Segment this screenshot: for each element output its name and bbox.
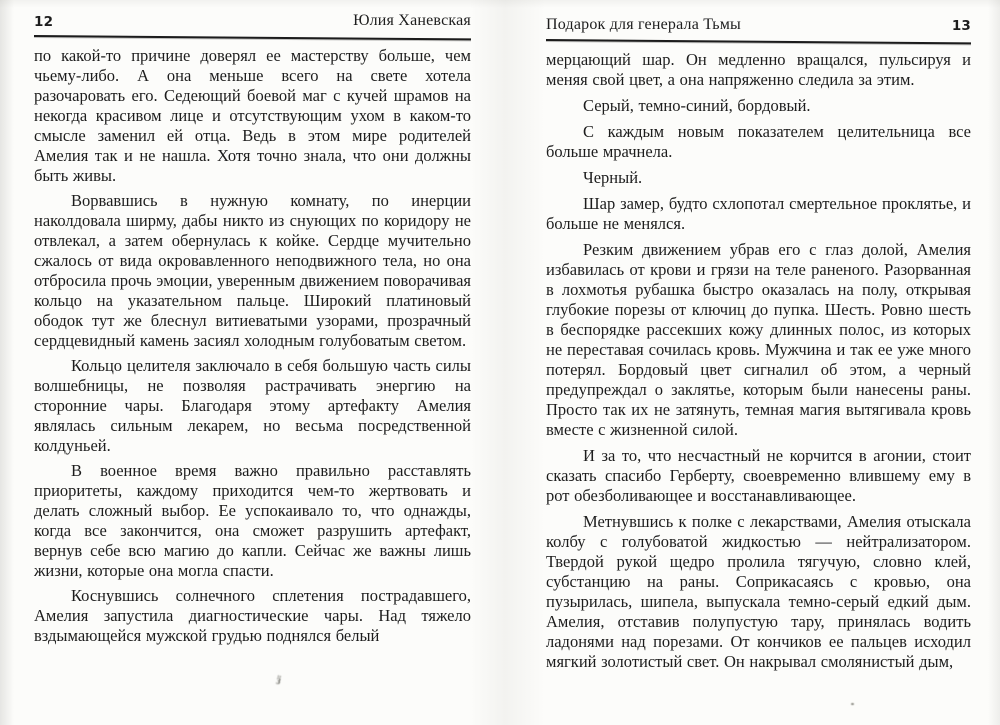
running-title-author: Юлия Ханевская (353, 12, 471, 29)
paragraph: Черный. (583, 168, 643, 187)
paragraph: В военное время важно правильно расставлять приоритеты, каждому приходится чем-то жертвовать и делать сложный выбор. Ее успокаивало то, что однажды, когда все закончится, она сможет разрушить артефакт, вернув себе всю магию до капли. Сейчас же важны лишь жизни, которые она могла спасти. (34, 461, 471, 580)
page-header-right (546, 16, 971, 34)
page-header-left (34, 12, 471, 30)
paragraph: Кольцо целителя заключало в себя большую часть силы волшебницы, не позволяя растрачивать энергию на сторонние чары. Благодаря этому артефакту Амелия являлась сильным лекарем, но весьма посредственной колдуньей. (34, 356, 471, 455)
paragraph: по какой-то причине доверял ее мастерству больше, чем чьему-либо. А она меньше всего на свете хотела разочаровать его. Седеющий боевой маг с кучей шрамов на некогда красивом лице и отсутствующим ухом в каком-то смысле заменил ей отца. Ведь в этом мире родителей Амелия так и не нашла. Хотя точно знала, что они должны быть живы. (34, 46, 471, 185)
running-title-book: Подарок для генерала Тьмы (546, 16, 741, 33)
paragraph: Коснувшись солнечного сплетения пострадавшего, Амелия запустила диагностические чары. Над тяжело вздымающейся мужской грудью поднялся белый (34, 586, 471, 645)
paragraph: Резким движением убрав его с глаз долой, Амелия избавилась от крови и грязи на теле раненого. Разорванная в лохмотья рубашка быстро оказалась на полу, открывая глубокие порезы от ключиц до пупка. Шесть. Ровно шесть в беспорядке рассекших кожу длинных полос, из которых не переставая сочилась кровь. Мужчина и так ее уже много потерял. Бордовый цвет сигналил об этом, а черный предупреждал о заклятье, которым были нанесены раны. Просто так их не затянуть, темная магия вытягивала кровь вместе с жизненной силой. (546, 240, 971, 439)
page-number: 13 (951, 18, 971, 34)
paragraph: Серый, темно-синий, бордовый. (583, 96, 811, 115)
page-body-left (34, 46, 471, 646)
paragraph: мерцающий шар. Он медленно вращался, пульсируя и меняя свой цвет, а она напряженно следила за этим. (546, 50, 971, 89)
header-rule (34, 35, 471, 40)
header-rule (546, 39, 971, 44)
scan-smudge-mark: ӟ (274, 671, 283, 688)
book-page-right (546, 16, 971, 678)
paragraph: Ворвавшись в нужную комнату, по инерции наколдовала ширму, дабы никто из снующих по коридору не отвлекал, а затем обернулась к койке. Сердце мучительно сжалось от вида окровавленного неподвижного тела, но она отбросила прочь эмоции, уверенным движением поворачивая кольцо на указательном пальце. Широкий платиновый ободок тут же блеснул витиеватыми узорами, прозрачный сердцевидный камень засиял холодным голубоватым светом. (34, 191, 471, 350)
paragraph: И за то, что несчастный не корчится в агонии, стоит сказать спасибо Герберту, своевременно влившему ему в рот обезболивающее и восстанавливающее. (546, 446, 971, 505)
paragraph: Метнувшись к полке с лекарствами, Амелия отыскала колбу с голубоватой жидкостью — нейтрализатором. Твердой рукой щедро пролила тягучую, словно клей, субстанцию на раны. Соприкасаясь с кровью, она пузырилась, шипела, выпускала темно-серый едкий дым. Амелия, отставив полупустую тару, принялась водить ладонями над порезами. От кончиков ее пальцев исходил мягкий золотистый свет. Он накрывал смолянистый дым, (546, 512, 971, 671)
book-page-left (34, 12, 471, 651)
page-number: 12 (34, 14, 54, 30)
paragraph: С каждым новым показателем целительница все больше мрачнела. (546, 122, 971, 161)
paragraph: Шар замер, будто схлопотал смертельное проклятье, и больше не менялся. (546, 194, 971, 233)
page-body-right (546, 50, 971, 672)
scan-speck (851, 703, 854, 705)
